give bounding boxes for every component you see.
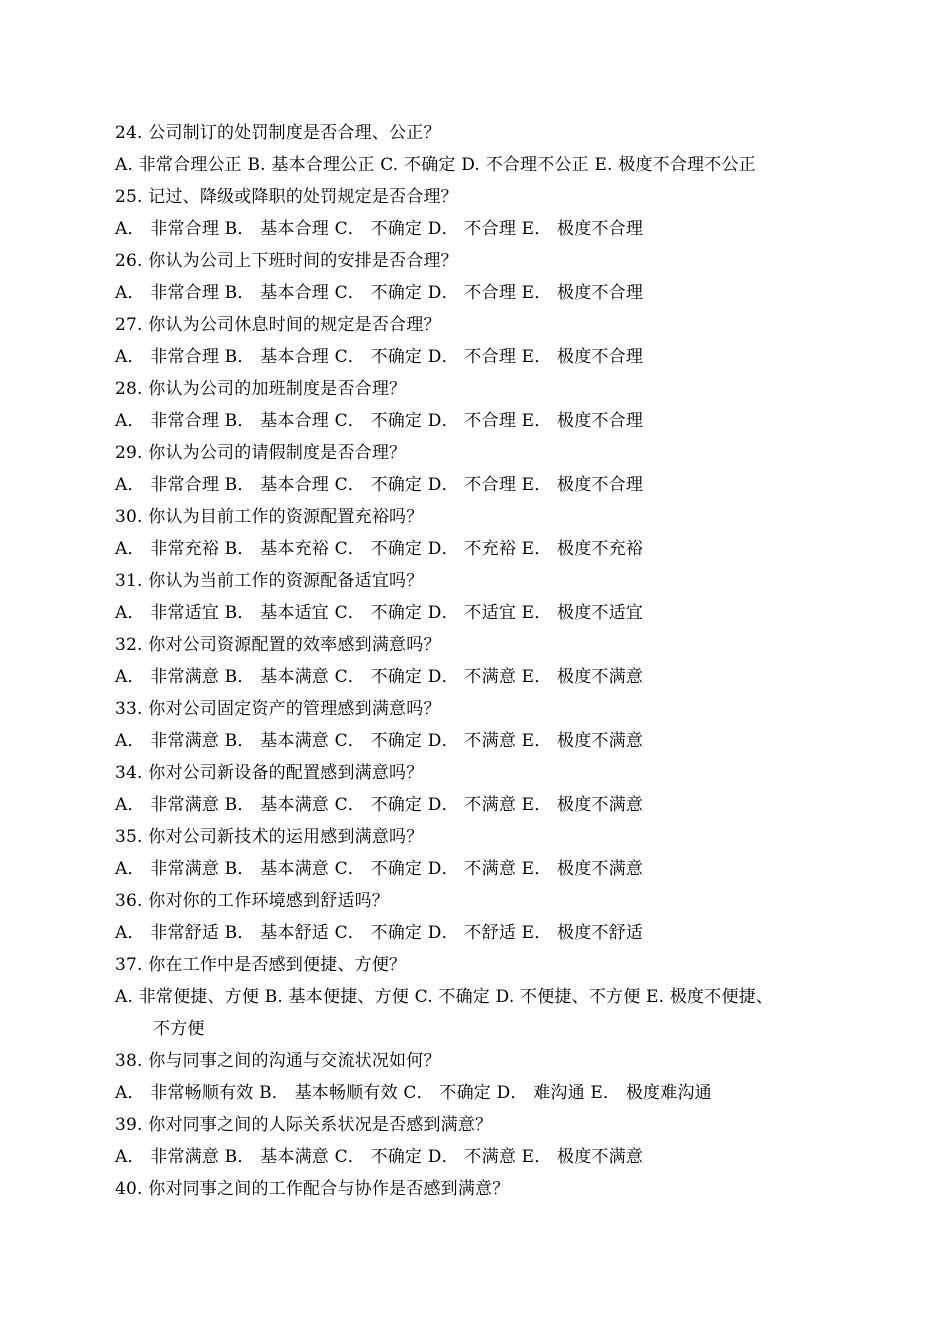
answer-options-36: A． 非常舒适 B． 基本舒适 C． 不确定 D． 不舒适 E． 极度不舒适 <box>115 923 644 943</box>
question-27: 27. 你认为公司休息时间的规定是否合理？ <box>115 315 441 335</box>
answer-options-30: A． 非常充裕 B． 基本充裕 C． 不确定 D． 不充裕 E． 极度不充裕 <box>115 539 644 559</box>
answer-options-27: A． 非常合理 B． 基本合理 C． 不确定 D． 不合理 E． 极度不合理 <box>115 347 644 367</box>
answer-options-32: A． 非常满意 B． 基本满意 C． 不确定 D． 不满意 E． 极度不满意 <box>115 667 644 687</box>
answer-options-39: A． 非常满意 B． 基本满意 C． 不确定 D． 不满意 E． 极度不满意 <box>115 1147 644 1167</box>
answer-options-37: A. 非常便捷、方便 B. 基本便捷、方便 C. 不确定 D. 不便捷、不方便 E. 极度不便捷、 <box>115 987 774 1007</box>
answer-options-34: A． 非常满意 B． 基本满意 C． 不确定 D． 不满意 E． 极度不满意 <box>115 795 644 815</box>
question-36: 36. 你对你的工作环境感到舒适吗？ <box>115 891 390 911</box>
question-33: 33. 你对公司固定资产的管理感到满意吗？ <box>115 699 441 719</box>
question-40: 40. 你对同事之间的工作配合与协作是否感到满意？ <box>115 1179 510 1199</box>
answer-options-25: A． 非常合理 B． 基本合理 C． 不确定 D． 不合理 E． 极度不合理 <box>115 219 644 239</box>
question-30: 30. 你认为目前工作的资源配置充裕吗？ <box>115 507 424 527</box>
question-24: 24. 公司制订的处罚制度是否合理、公正？ <box>115 123 441 143</box>
question-34: 34. 你对公司新设备的配置感到满意吗？ <box>115 763 424 783</box>
question-25: 25. 记过、降级或降职的处罚规定是否合理？ <box>115 187 458 207</box>
question-28: 28. 你认为公司的加班制度是否合理？ <box>115 379 407 399</box>
question-31: 31. 你认为当前工作的资源配备适宜吗？ <box>115 571 424 591</box>
question-38: 38. 你与同事之间的沟通与交流状况如何？ <box>115 1051 441 1071</box>
question-35: 35. 你对公司新技术的运用感到满意吗？ <box>115 827 424 847</box>
question-29: 29. 你认为公司的请假制度是否合理？ <box>115 443 407 463</box>
survey-questions <box>115 117 840 1205</box>
answer-options-28: A． 非常合理 B． 基本合理 C． 不确定 D． 不合理 E． 极度不合理 <box>115 411 644 431</box>
answer-options-38: A． 非常畅顺有效 B． 基本畅顺有效 C． 不确定 D． 难沟通 E． 极度难沟通 <box>115 1083 712 1103</box>
answer-options-26: A． 非常合理 B． 基本合理 C． 不确定 D． 不合理 E． 极度不合理 <box>115 283 644 303</box>
question-32: 32. 你对公司资源配置的效率感到满意吗？ <box>115 635 441 655</box>
question-26: 26. 你认为公司上下班时间的安排是否合理？ <box>115 251 458 271</box>
answer-options-24: A. 非常合理公正 B. 基本合理公正 C. 不确定 D. 不合理不公正 E. 极度不合理不公正 <box>115 155 756 175</box>
answer-options-31: A． 非常适宜 B． 基本适宜 C． 不确定 D． 不适宜 E． 极度不适宜 <box>115 603 644 623</box>
question-39: 39. 你对同事之间的人际关系状况是否感到满意？ <box>115 1115 493 1135</box>
answer-options-29: A． 非常合理 B． 基本合理 C． 不确定 D． 不合理 E． 极度不合理 <box>115 475 644 495</box>
answer-options-37-continued: 不方便 <box>153 1019 205 1039</box>
answer-options-33: A． 非常满意 B． 基本满意 C． 不确定 D． 不满意 E． 极度不满意 <box>115 731 644 751</box>
answer-options-35: A． 非常满意 B． 基本满意 C． 不确定 D． 不满意 E． 极度不满意 <box>115 859 644 879</box>
question-37: 37. 你在工作中是否感到便捷、方便？ <box>115 955 407 975</box>
